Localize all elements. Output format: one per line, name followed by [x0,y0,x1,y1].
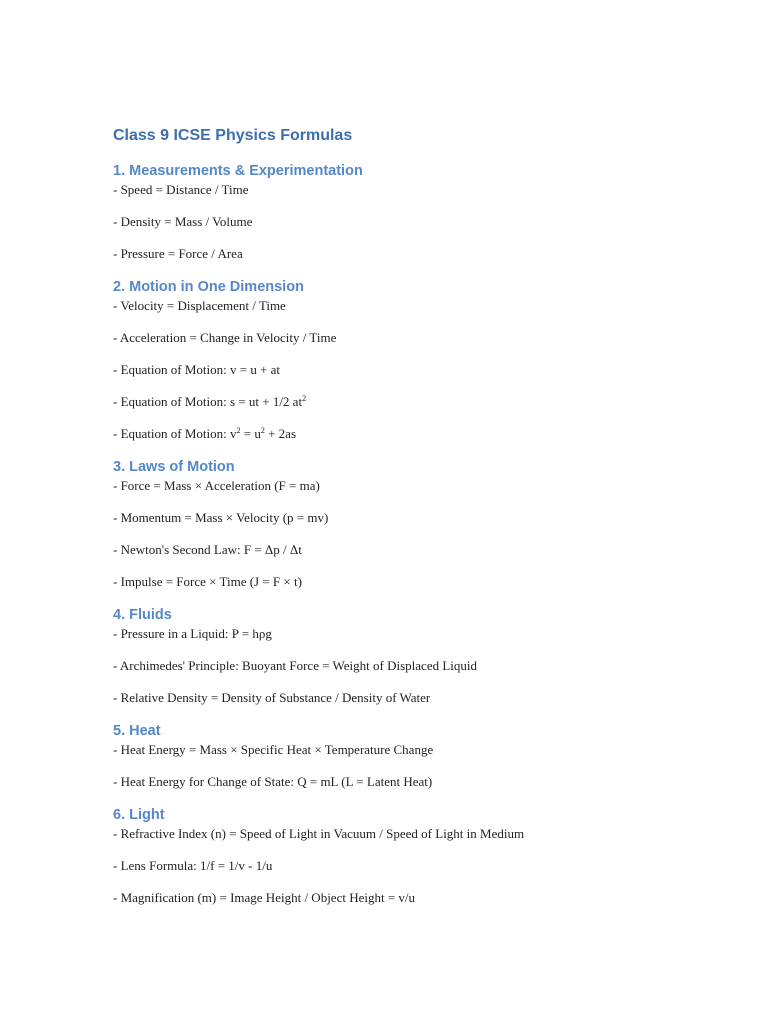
formula-force: - Force = Mass × Acceleration (F = ma) [113,478,320,493]
formula-lens: - Lens Formula: 1/f = 1/v - 1/u [113,858,273,873]
formula-magnification: - Magnification (m) = Image Height / Object Height = v/u [113,890,416,905]
formula-speed: - Speed = Distance / Time [113,182,249,197]
section-heading: 6. Light [113,807,165,823]
formula-newtons-second-law: - Newton's Second Law: F = Δp / Δt [113,542,302,557]
section-heading: 2. Motion in One Dimension [113,279,304,295]
section-heading: 4. Fluids [113,607,172,623]
formula-relative-density: - Relative Density = Density of Substance / Density of Water [113,690,431,705]
formula-archimedes-principle: - Archimedes' Principle: Buoyant Force = Weight of Displaced Liquid [113,658,478,673]
section-heading: 1. Measurements & Experimentation [113,163,363,179]
document-title: Class 9 ICSE Physics Formulas [113,127,353,144]
formula-liquid-pressure: - Pressure in a Liquid: P = hρg [113,626,272,641]
formula-acceleration: - Acceleration = Change in Velocity / Time [113,330,337,345]
section-measurements [113,160,733,262]
formula-momentum: - Momentum = Mass × Velocity (p = mv) [113,510,329,525]
section-motion [113,276,733,442]
section-laws-of-motion [113,456,733,590]
formula-impulse: - Impulse = Force × Time (J = F × t) [113,574,302,589]
formula-refractive-index: - Refractive Index (n) = Speed of Light in Vacuum / Speed of Light in Medium [113,826,525,841]
section-heading: 3. Laws of Motion [113,459,235,475]
formula-heat-energy: - Heat Energy = Mass × Specific Heat × Temperature Change [113,742,434,757]
section-fluids [113,604,733,706]
document-page [113,124,733,906]
formula-pressure: - Pressure = Force / Area [113,246,243,261]
formula-equation-of-motion-1: - Equation of Motion: v = u + at [113,362,281,377]
formula-velocity: - Velocity = Displacement / Time [113,298,286,313]
section-heading: 5. Heat [113,723,161,739]
formula-equation-of-motion-2: - Equation of Motion: s = ut + 1/2 $at^2$ [113,394,307,409]
formula-equation-of-motion-3: - Equation of Motion: $v^2 = u^2 + 2as$ [113,426,297,441]
section-heat [113,720,733,790]
formula-density: - Density = Mass / Volume [113,214,253,229]
formula-latent-heat: - Heat Energy for Change of State: Q = mL (L = Latent Heat) [113,774,433,789]
section-light [113,804,733,906]
